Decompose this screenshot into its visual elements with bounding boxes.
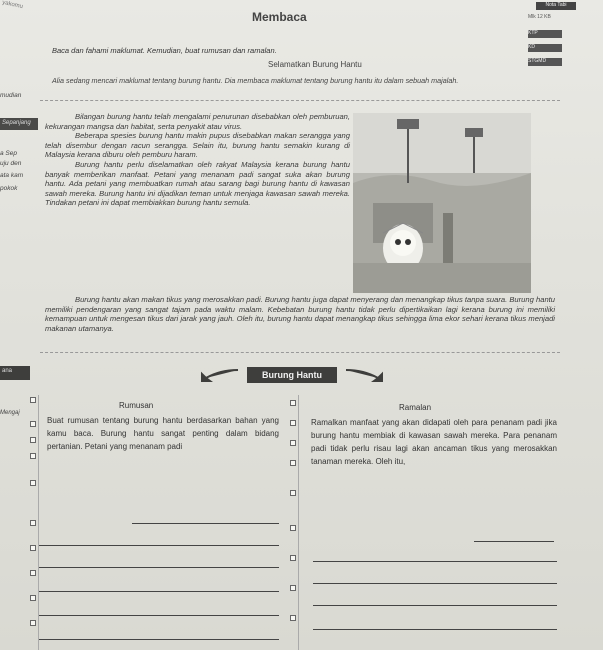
- paragraph: Bilangan burung hantu telah mengalami penurunan disebabkan oleh pemburuan, kekurangan mangsa dan habitat, serta penyakit atau virus.: [45, 112, 350, 131]
- binder-hole-icon: [30, 570, 36, 576]
- rumusan-heading: Rumusan: [119, 401, 154, 410]
- binder-hole-icon: [30, 397, 36, 403]
- answer-line[interactable]: [474, 541, 554, 542]
- answer-line[interactable]: [313, 561, 557, 562]
- page-title: Membaca: [252, 10, 307, 24]
- answer-line[interactable]: [313, 629, 557, 630]
- owl-scene-illustration: [353, 113, 531, 293]
- answer-line[interactable]: [132, 523, 279, 524]
- left-margin-banner: ana: [0, 366, 30, 380]
- binder-hole-icon: [290, 400, 296, 406]
- answer-line[interactable]: [39, 567, 279, 568]
- binder-hole-icon: [290, 555, 296, 561]
- binder-hole-icon: [30, 437, 36, 443]
- ramalan-heading: Ramalan: [399, 403, 432, 412]
- side-badge: STGMD: [528, 58, 562, 66]
- binder-hole-icon: [30, 421, 36, 427]
- ramalan-box: [298, 395, 560, 650]
- binder-hole-icon: [290, 440, 296, 446]
- left-margin-text: a Sep: [0, 150, 17, 157]
- left-margin-text: Mengaj: [0, 410, 20, 416]
- left-margin-badge: Sepanjang: [0, 118, 38, 130]
- side-badge: KTP: [528, 30, 562, 38]
- left-margin-text: pokok: [0, 185, 18, 192]
- rumusan-box: [38, 395, 288, 650]
- divider: [40, 100, 560, 101]
- answer-line[interactable]: [39, 639, 279, 640]
- corner-label: yakomu: [1, 0, 24, 11]
- ramalan-prompt: Ramalkan manfaat yang akan didapati oleh para penanam padi jika burung hantu membiak di kawasan sawah mereka. Para penanam padi tidak perlu risau lagi akan ancaman tikus yang merosakkan tanaman mereka. Oleh itu,: [311, 418, 557, 466]
- binder-hole-icon: [290, 585, 296, 591]
- binder-hole-icon: [290, 525, 296, 531]
- binder-hole-icon: [30, 453, 36, 459]
- paragraph: Burung hantu perlu diselamatkan oleh rakyat Malaysia kerana burung hantu banyak memberikan manfaat. Petani yang menanam padi sangat suka akan burung hantu. Ada petani yang membuatkan rumah atau sarang bagi burung hantu di kawasan sawah mereka. Burung hantu ini dijadikan teman untuk menjaga kawasan sawah mereka. Tindakan petani ini dapat membiakkan burung hantu semula.: [45, 159, 350, 208]
- binder-hole-icon: [290, 420, 296, 426]
- binder-hole-icon: [30, 480, 36, 486]
- rumusan-prompt: Buat rumusan tentang burung hantu berdasarkan bahan yang kamu baca. Burung hantu sangat penting dalam bidang pertanian. Petani yang menanam padi: [47, 416, 279, 451]
- reference-label: Mlk 12 KB: [528, 14, 551, 20]
- paragraph: Burung hantu akan makan tikus yang merosakkan padi. Burung hantu juga dapat menyerang dan menangkap tikus tanpa suara. Burung hantu memiliki pendengaran yang sangat tajam pada waktu malam. Kebebatan burung hantu tidak perlu dipertikaikan lagi kerana burung ini memiliki kemampuan untuk mengesan tikus dari jarak yang jauh. Oleh itu, burung hantu dapat menangkap tikus sehingga lima ekor sehari kerana tikus menjadi makanan utamanya.: [45, 295, 555, 333]
- answer-line[interactable]: [39, 545, 279, 546]
- binder-hole-icon: [30, 595, 36, 601]
- arrow-right-icon: [344, 368, 384, 382]
- answer-line[interactable]: [313, 605, 557, 606]
- left-margin-text: uju den: [0, 160, 22, 167]
- binder-hole-icon: [290, 615, 296, 621]
- binder-hole-icon: [290, 490, 296, 496]
- reading-passage-continued: [45, 295, 555, 333]
- section-subtitle: Selamatkan Burung Hantu: [268, 60, 362, 69]
- answer-line[interactable]: [39, 615, 279, 616]
- instruction-text: Baca dan fahami maklumat. Kemudian, buat rumusan dan ramalan.: [52, 46, 277, 55]
- reading-passage: [45, 112, 350, 208]
- topic-banner: Burung Hantu: [247, 367, 337, 383]
- paragraph: Beberapa spesies burung hantu makin pupus disebabkan makan serangga yang telah disembur dengan racun serangga. Selain itu, burung hantu semakin kurang di Malaysia kerana diburu oleh pemburu haram.: [45, 131, 350, 160]
- owl-photo: [353, 113, 531, 293]
- binder-hole-icon: [30, 620, 36, 626]
- left-margin-text: ata kam: [0, 172, 24, 179]
- answer-line[interactable]: [39, 591, 279, 592]
- side-badge-column: [528, 30, 588, 72]
- arrow-left-icon: [200, 368, 240, 382]
- note-badge: Nota Tabi: [536, 2, 576, 10]
- binder-hole-icon: [290, 460, 296, 466]
- left-margin-text: mudian: [0, 92, 22, 99]
- side-badge: KD: [528, 44, 562, 52]
- answer-line[interactable]: [313, 583, 557, 584]
- divider: [40, 352, 560, 353]
- binder-hole-icon: [30, 520, 36, 526]
- instruction-text-2: Alia sedang mencari maklumat tentang burung hantu. Dia membaca maklumat tentang burung hantu itu dalam sebuah majalah.: [52, 76, 459, 85]
- binder-hole-icon: [30, 545, 36, 551]
